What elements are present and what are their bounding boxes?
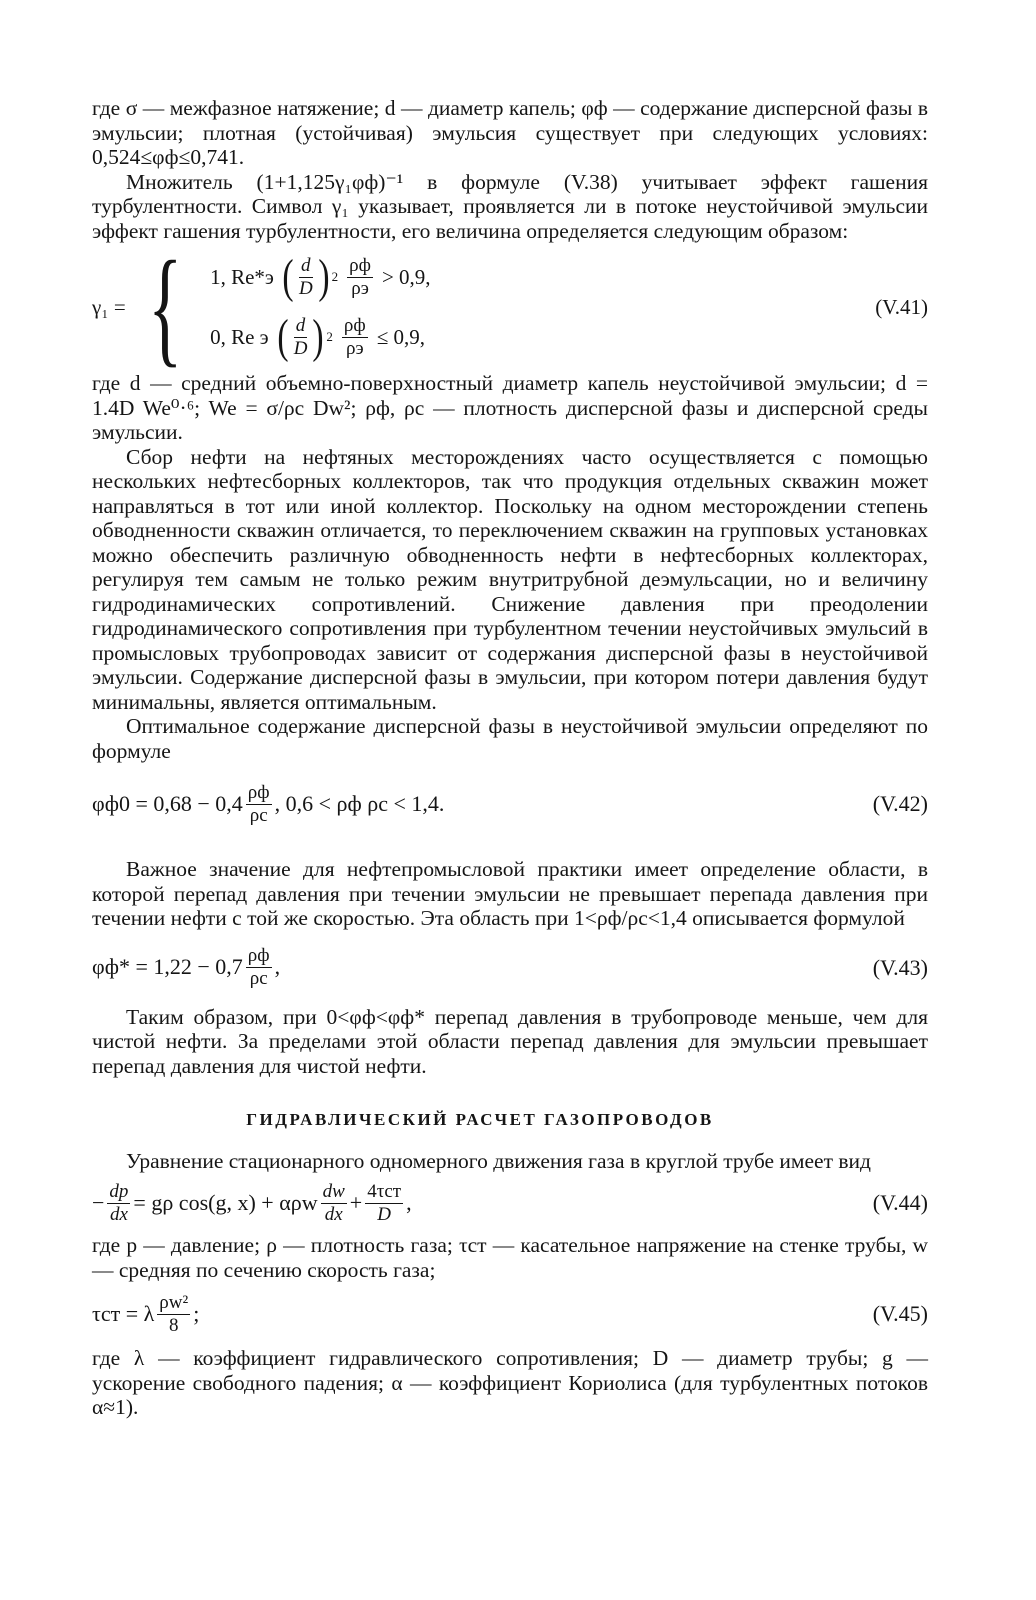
eq-term: dw	[322, 1180, 345, 1202]
eq-term: +	[349, 1189, 363, 1215]
eq-term: ρф	[247, 945, 270, 966]
eq-term: 1, Re*э	[210, 264, 274, 289]
eq-term: 8	[169, 1314, 179, 1336]
equation-number: (V.44)	[872, 1189, 928, 1215]
eq-cases	[210, 250, 431, 363]
eq-term: D	[293, 337, 308, 359]
equation-v44	[92, 1173, 928, 1233]
eq-term: > 0,9,	[381, 264, 431, 289]
section-heading: ГИДРАВЛИЧЕСКИЙ РАСЧЕТ ГАЗОПРОВОДОВ	[246, 1110, 714, 1129]
eq-term: D	[298, 277, 313, 299]
eq-term: ρф	[247, 781, 270, 803]
eq-term: φф0 = 0,68 − 0,4	[92, 790, 243, 816]
eq-term: dx	[324, 1203, 343, 1225]
paragraph: Таким образом, при 0<φф<φф* перепад давления в трубопроводе меньше, чем для чистой нефти. За пределами этой области перепад давления для эмульсии превышает перепад давления для чистой нефти.	[92, 1004, 928, 1078]
paragraph: где p — давление; ρ — плотность газа; τст — касательное напряжение на стенке трубы, w — средняя по сечению скорость газа;	[92, 1233, 928, 1282]
eq-term: D	[377, 1203, 391, 1225]
equation-number: (V.45)	[872, 1300, 928, 1326]
eq-term: , 0,6 < ρф ρc < 1,4.	[274, 790, 445, 816]
eq-term: = gρ cos(g, x) + αρw	[133, 1189, 318, 1215]
paragraph: где d — средний объемно-поверхностный диаметр капель неустойчивой эмульсии; d = 1.4D We⁰·⁶; We = σ/ρc Dw²; ρф, ρc — плотность дисперсной фазы и дисперсной среды эмульсии.	[92, 371, 928, 444]
eq-term: ρc	[249, 804, 268, 826]
eq-term: ρф	[349, 254, 371, 276]
equation-number: (V.41)	[875, 294, 928, 319]
eq-term: ρф	[343, 314, 366, 336]
eq-term: ρc	[249, 968, 268, 989]
paragraph: Уравнение стационарного одномерного движения газа в круглой трубе имеет вид	[126, 1148, 871, 1173]
eq-term: d	[295, 314, 306, 336]
eq-paren: ( $\frac{d}{D}$ ) 2	[277, 310, 333, 363]
equation-v41	[92, 235, 928, 379]
paragraph: Важное значение для нефтепромысловой практики имеет определение области, в которой перепад давления при течении эмульсии не превышает перепада давления при течении нефти с той же скоростью. Эта область при 1<ρф/ρc<1,4 описывается формулой	[92, 857, 928, 930]
paragraph: Сбор нефти на нефтяных месторождениях часто осуществляется с помощью нескольких нефтесборных коллекторов, так что продукция отдельных скважин может направляться в тот или иной коллектор. Поскольку на одном месторождении степень обводненности скважин отличается, то переключением скважин на групповых установках можно обеспечить различную обводненность нефти в нефтесборных коллекторах, регулируя тем самым не только режим внутритрубной деэмульсации, но и величину гидродинамических сопротивлений. Снижение давления при преодолении гидродинамического сопротивления при турбулентном течении неустойчивых эмульсий в промысловых трубопроводах зависит от содержания дисперсной фазы в неустойчивой эмульсии. Содержание дисперсной фазы в эмульсии, при котором потери давления будут минимальны, является оптимальным.	[92, 444, 928, 714]
equation-number: (V.43)	[872, 954, 928, 980]
paragraph: Множитель (1+1,125γ₁φф)⁻¹ в формуле (V.38) учитывает эффект гашения турбулентности. Символ γ₁ указывает, проявляется ли в потоке неустойчивой эмульсии эффект гашения турбулентности, его величина определяется следующим образом:	[92, 169, 928, 243]
equation-number: (V.42)	[872, 790, 928, 816]
eq-term: ρэ	[351, 277, 369, 299]
paragraph: где σ — межфазное натяжение; d — диаметр капель; φф — содержание дисперсной фазы в эмульсии; плотная (устойчивая) эмульсия существует при следующих условиях: 0,524≤φф≤0,741.	[92, 96, 928, 169]
eq-term: ,	[406, 1189, 412, 1215]
eq-term: φф* = 1,22 − 0,7	[92, 954, 243, 980]
equation-v42	[92, 763, 928, 845]
eq-term: dx	[109, 1203, 128, 1225]
eq-term: 0, Re э	[210, 324, 269, 349]
eq-paren: ( $\frac{d}{D}$ ) 2	[282, 250, 339, 303]
equation-v45	[92, 1282, 928, 1346]
paragraph: где λ — коэффициент гидравлического сопротивления; D — диаметр трубы; g — ускорение свободного падения; α — коэффициент Кориолиса (для турбулентных потоков α≈1).	[92, 1346, 928, 1419]
equation-v43	[92, 931, 928, 1005]
eq-term: ,	[274, 954, 281, 980]
eq-term: ≤ 0,9,	[376, 324, 425, 349]
eq-term: ρw²	[159, 1291, 189, 1313]
eq-case-row	[210, 250, 431, 303]
eq-term: 4τст	[367, 1180, 402, 1202]
eq-term: d	[301, 254, 311, 276]
eq-term: τст = λ	[92, 1300, 155, 1326]
eq-case-row	[210, 310, 430, 363]
brace: {	[147, 235, 183, 379]
eq-term: dp	[109, 1180, 129, 1202]
paragraph: Оптимальное содержание дисперсной фазы в неустойчивой эмульсии определяют по формуле	[92, 714, 928, 763]
eq-term: −	[92, 1189, 105, 1215]
eq-term: ρэ	[346, 337, 364, 359]
eq-term: ;	[193, 1300, 200, 1326]
eq-lhs: γ₁ =	[92, 294, 126, 319]
